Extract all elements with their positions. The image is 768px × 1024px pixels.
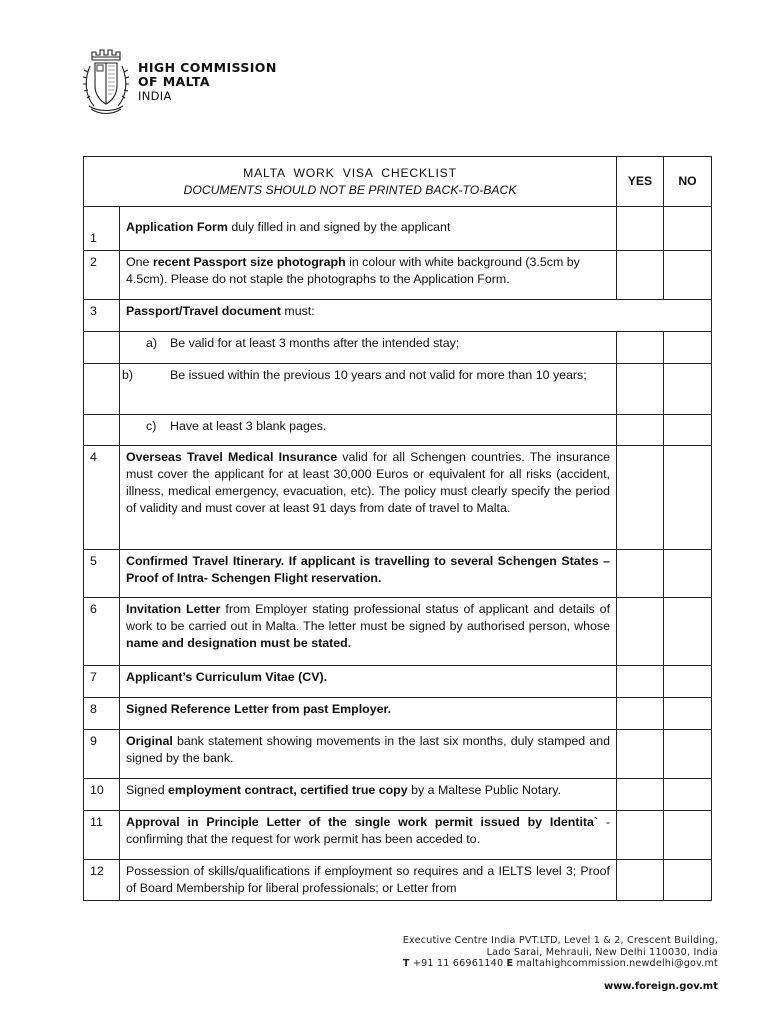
item-description — [120, 730, 617, 779]
item-text: Have at least 3 blank pages. — [170, 419, 327, 433]
item-description — [120, 446, 617, 550]
item-text: Be issued within the previous 10 years and not valid for more than 10 years; — [170, 368, 587, 382]
item-text: must: — [280, 304, 315, 318]
item-description — [120, 550, 617, 598]
no-checkbox-cell[interactable] — [664, 207, 712, 251]
table-header-row — [84, 157, 712, 207]
phone-label: T — [402, 958, 410, 969]
sub-item-description — [120, 364, 617, 415]
item-text: Be valid for at least 3 months after the intended stay; — [170, 336, 460, 350]
phone-number: +91 11 66961140 — [409, 958, 507, 969]
item-description — [120, 207, 617, 251]
yes-checkbox-cell[interactable] — [617, 666, 664, 698]
no-checkbox-cell[interactable] — [664, 251, 712, 300]
item-text: - confirming that the request for work permit has been acceded to. — [126, 815, 610, 846]
yes-checkbox-cell[interactable] — [617, 207, 664, 251]
item-number: 7 — [84, 666, 120, 698]
no-checkbox-cell[interactable] — [664, 666, 712, 698]
yes-checkbox-cell[interactable] — [617, 860, 664, 901]
address-line-1: Executive Centre India PVT.LTD, Level 1 & 2, Crescent Building, — [402, 935, 718, 946]
checklist-table — [83, 156, 712, 901]
item-number: 10 — [84, 779, 120, 811]
sub-item-label: a) — [146, 336, 158, 350]
address-line-2: Lado Sarai, Mehrauli, New Delhi 110030, India — [486, 946, 718, 958]
item-text: from Employer stating professional status of applicant and details of work to be carried out in Malta. The letter must be signed by authorised person, whose — [126, 602, 611, 633]
no-checkbox-cell[interactable] — [664, 550, 712, 598]
email-label: E — [506, 958, 514, 969]
item-description — [120, 251, 617, 300]
item-number: 9 — [84, 730, 120, 779]
no-checkbox-cell[interactable] — [664, 598, 712, 666]
item-bold-text: Applicant’s Curriculum Vitae (CV). — [126, 670, 328, 684]
table-row — [84, 207, 712, 251]
item-text: Signed — [126, 783, 169, 797]
no-checkbox-cell[interactable] — [664, 332, 712, 364]
item-description — [120, 598, 617, 666]
item-number — [84, 415, 120, 446]
item-number: 8 — [84, 698, 120, 730]
item-number: 3 — [84, 300, 120, 332]
item-bold-text: employment contract, certified true copy — [168, 783, 408, 797]
yes-checkbox-cell[interactable] — [617, 415, 664, 446]
yes-checkbox-cell[interactable] — [617, 730, 664, 779]
table-row — [84, 698, 712, 730]
item-bold-text: Invitation Letter — [126, 602, 221, 616]
organization-name — [138, 61, 277, 103]
table-row — [84, 415, 712, 446]
item-text: bank statement showing movements in the last six months, duly stamped and signed by the bank. — [126, 734, 610, 765]
contact-line — [403, 958, 718, 970]
checklist-subtitle: DOCUMENTS SHOULD NOT BE PRINTED BACK-TO-BACK — [183, 182, 517, 197]
sub-item-label: b) — [122, 368, 134, 382]
table-row — [84, 550, 712, 598]
table-row — [84, 300, 712, 332]
yes-checkbox-cell[interactable] — [617, 811, 664, 860]
org-line-1: HIGH COMMISSION — [138, 60, 277, 75]
item-description — [120, 811, 617, 860]
no-checkbox-cell[interactable] — [664, 730, 712, 779]
item-number — [84, 364, 120, 415]
item-bold-text: Passport/Travel document — [126, 304, 281, 318]
item-text: valid for all Schengen countries. The insurance must cover the applicant for at least 30,000 Euros or equivalent for all risks (accident, illness, medical emergency, evacuation, etc). The policy must clearly specify the period of validity and must cover at least 91 days from date of travel to Malta. — [126, 450, 610, 515]
item-number: 5 — [84, 550, 120, 598]
no-column-header: NO — [664, 157, 712, 207]
table-row — [84, 811, 712, 860]
item-bold-text: recent Passport size photograph — [152, 255, 346, 269]
item-description — [120, 698, 617, 730]
no-checkbox-cell[interactable] — [664, 698, 712, 730]
item-description — [120, 860, 617, 901]
item-number: 6 — [84, 598, 120, 666]
item-text: duly filled in and signed by the applicant — [227, 220, 451, 234]
item-bold-text: name and designation must be stated. — [126, 636, 352, 650]
item-number: 2 — [84, 251, 120, 300]
sub-item-description — [120, 332, 617, 364]
item-description — [120, 666, 617, 698]
yes-checkbox-cell[interactable] — [617, 779, 664, 811]
yes-checkbox-cell[interactable] — [617, 698, 664, 730]
no-checkbox-cell[interactable] — [664, 860, 712, 901]
checklist-title-cell — [84, 157, 617, 207]
item-text: One — [126, 255, 153, 269]
item-description — [120, 779, 617, 811]
table-row — [84, 730, 712, 779]
item-text: by a Maltese Public Notary. — [407, 783, 561, 797]
item-text: Possession of skills/qualifications if employment so requires and a IELTS level 3; Proof of Board Membership for liberal professionals; or Letter from — [126, 864, 610, 895]
yes-checkbox-cell[interactable] — [617, 446, 664, 550]
item-bold-text: Confirmed Travel Itinerary. If applicant is travelling to several Schengen States – Proof of Intra- Schengen Flight reservation. — [126, 554, 610, 585]
item-number: 1 — [84, 207, 120, 251]
email-address: maltahighcommission.newdelhi@gov.mt — [513, 958, 718, 969]
website-link[interactable]: www.foreign.gov.mt — [603, 981, 718, 992]
item-description — [120, 300, 712, 332]
yes-checkbox-cell[interactable] — [617, 332, 664, 364]
yes-column-header: YES — [617, 157, 664, 207]
no-checkbox-cell[interactable] — [664, 779, 712, 811]
table-row — [84, 251, 712, 300]
item-number: 4 — [84, 446, 120, 550]
item-text: in colour with white background (3.5cm by 4.5cm). Please do not staple the photographs to the Application Form. — [126, 255, 580, 286]
item-bold-text: Original — [126, 734, 173, 748]
no-checkbox-cell[interactable] — [664, 811, 712, 860]
no-checkbox-cell[interactable] — [664, 446, 712, 550]
item-number — [84, 332, 120, 364]
item-bold-text: Approval in Principle Letter of the single work permit issued by Identita` — [126, 815, 599, 829]
item-bold-text: Signed Reference Letter from past Employer. — [126, 702, 392, 716]
footer-address — [403, 935, 718, 970]
yes-checkbox-cell[interactable] — [617, 550, 664, 598]
table-row — [84, 779, 712, 811]
table-row — [84, 446, 712, 550]
item-number: 11 — [84, 811, 120, 860]
sub-item-label: c) — [146, 419, 157, 433]
yes-checkbox-cell[interactable] — [617, 251, 664, 300]
table-row — [84, 598, 712, 666]
no-checkbox-cell[interactable] — [664, 364, 712, 415]
table-row — [84, 364, 712, 415]
org-line-2: OF MALTA — [138, 74, 210, 89]
yes-checkbox-cell[interactable] — [617, 598, 664, 666]
checklist-title: MALTA WORK VISA CHECKLIST — [243, 165, 457, 180]
item-bold-text: Application Form — [126, 220, 228, 234]
sub-item-description — [120, 415, 617, 446]
table-row — [84, 666, 712, 698]
org-line-3: INDIA — [138, 89, 172, 103]
item-number: 12 — [84, 860, 120, 901]
yes-checkbox-cell[interactable] — [617, 364, 664, 415]
table-row — [84, 332, 712, 364]
no-checkbox-cell[interactable] — [664, 415, 712, 446]
table-row — [84, 860, 712, 901]
item-bold-text: Overseas Travel Medical Insurance — [126, 450, 338, 464]
malta-coat-of-arms-logo — [80, 46, 132, 116]
